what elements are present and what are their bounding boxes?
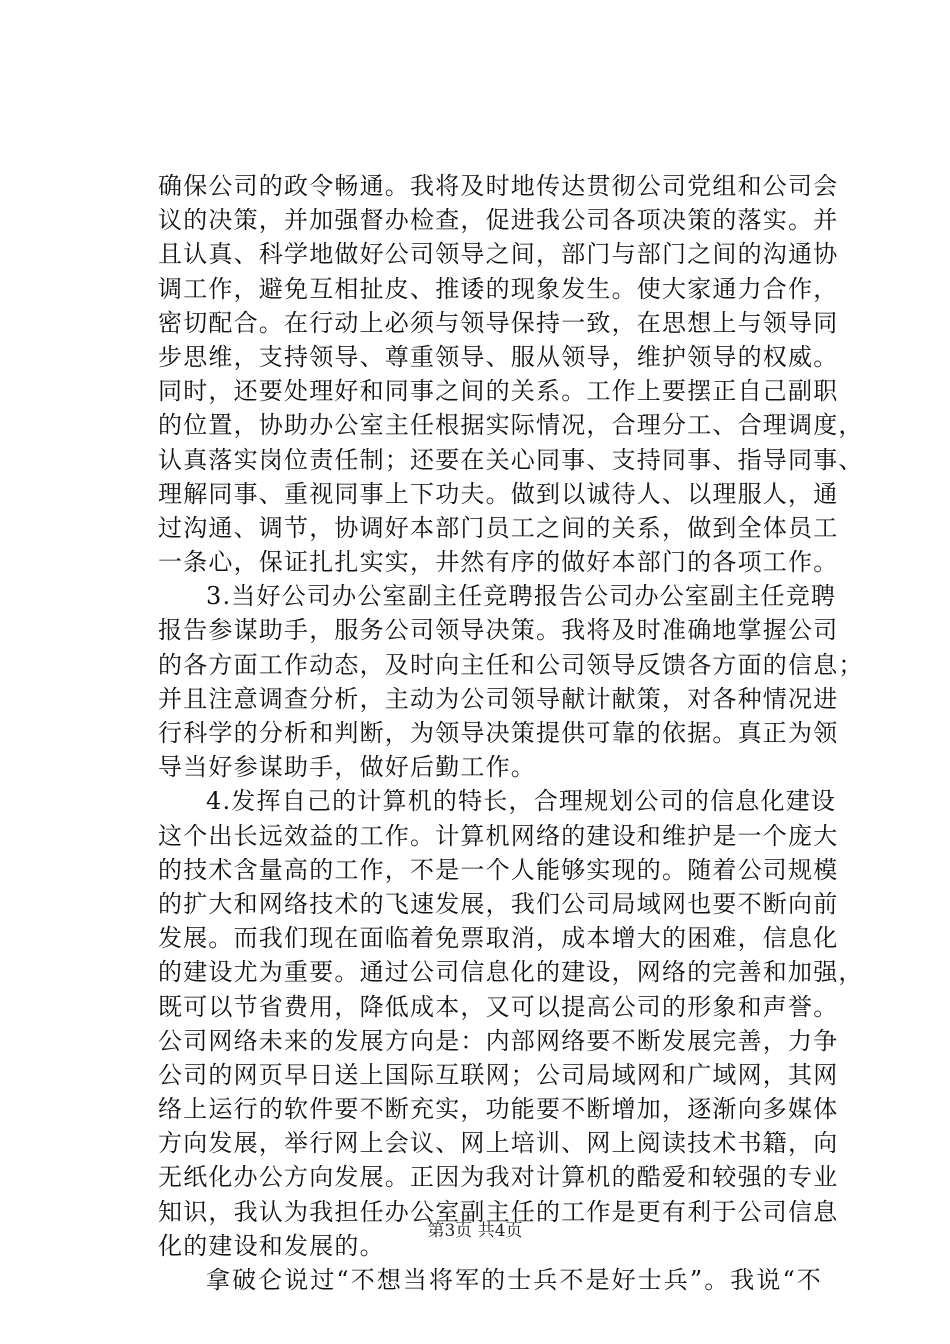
- text-line: 3.当好公司办公室副主任竞聘报告公司办公室副主任竞聘: [206, 582, 837, 611]
- text-line: 认真落实岗位责任制；还要在关心同事、支持同事、指导同事、: [158, 445, 864, 474]
- text-line: 并且注意调查分析，主动为公司领导献计献策，对各种情况进: [158, 684, 839, 713]
- text-line: 调工作，避免互相扯皮、推诿的现象发生。使大家通力合作，: [158, 274, 839, 303]
- text-line: 4.发挥自己的计算机的特长，合理规划公司的信息化建设: [206, 787, 837, 816]
- text-line: 导当好参谋助手，做好后勤工作。: [158, 753, 536, 782]
- page-footer: 第3页 共4页: [427, 1221, 523, 1241]
- text-line: 既可以节省费用，降低成本，又可以提高公司的形象和声誉。: [158, 992, 839, 1021]
- text-line: 化的建设和发展的。: [158, 1231, 385, 1260]
- text-line: 公司的网页早日送上国际互联网；公司局域网和广域网，其网: [158, 1060, 839, 1089]
- text-line: 且认真、科学地做好公司领导之间，部门与部门之间的沟通协: [158, 240, 839, 269]
- text-line: 一条心，保证扎扎实实，井然有序的做好本部门的各项工作。: [158, 548, 839, 577]
- text-line: 拿破仑说过“不想当将军的士兵不是好士兵”。我说“不: [206, 1266, 822, 1294]
- text-line: 同时，还要处理好和同事之间的关系。工作上要摆正自己副职: [158, 377, 839, 406]
- text-line: 的建设尤为重要。通过公司信息化的建设，网络的完善和加强，: [158, 958, 864, 987]
- text-line: 过沟通、调节，协调好本部门员工之间的关系，做到全体员工: [158, 513, 839, 542]
- text-line: 的技术含量高的工作，不是一个人能够实现的。随着公司规模: [158, 855, 839, 884]
- text-line: 步思维，支持领导、尊重领导、服从领导，维护领导的权威。: [158, 342, 839, 371]
- text-line: 报告参谋助手，服务公司领导决策。我将及时准确地掌握公司: [158, 616, 839, 645]
- text-line: 络上运行的软件要不断充实，功能要不断增加，逐渐向多媒体: [158, 1095, 839, 1124]
- text-line: 的位置，协助办公室主任根据实际情况，合理分工、合理调度，: [158, 411, 864, 440]
- text-line: 理解同事、重视同事上下功夫。做到以诚待人、以理服人，通: [158, 479, 839, 508]
- text-line: 行科学的分析和判断，为领导决策提供可靠的依据。真正为领: [158, 719, 839, 747]
- text-line: 无纸化办公方向发展。正因为我对计算机的酷爱和较强的专业: [158, 1163, 839, 1192]
- text-line: 的扩大和网络技术的飞速发展，我们公司局域网也要不断向前: [158, 889, 839, 918]
- text-line: 公司网络未来的发展方向是：内部网络要不断发展完善，力争: [158, 1026, 839, 1055]
- text-line: 发展。而我们现在面临着免票取消，成本增大的困难，信息化: [158, 924, 839, 953]
- text-line: 密切配合。在行动上必须与领导保持一致，在思想上与领导同: [158, 308, 839, 337]
- text-line: 确保公司的政令畅通。我将及时地传达贯彻公司党组和公司会: [158, 172, 839, 200]
- document-body: [158, 169, 864, 1297]
- text-line: 的各方面工作动态，及时向主任和公司领导反馈各方面的信息；: [158, 650, 864, 679]
- text-line: 知识，我认为我担任办公室副主任的工作是更有利于公司信息: [158, 1197, 839, 1226]
- text-line: 方向发展，举行网上会议、网上培训、网上阅读技术书籍，向: [158, 1129, 839, 1158]
- text-line: 这个出长远效益的工作。计算机网络的建设和维护是一个庞大: [158, 821, 839, 850]
- text-line: 议的决策，并加强督办检查，促进我公司各项决策的落实。并: [158, 206, 839, 235]
